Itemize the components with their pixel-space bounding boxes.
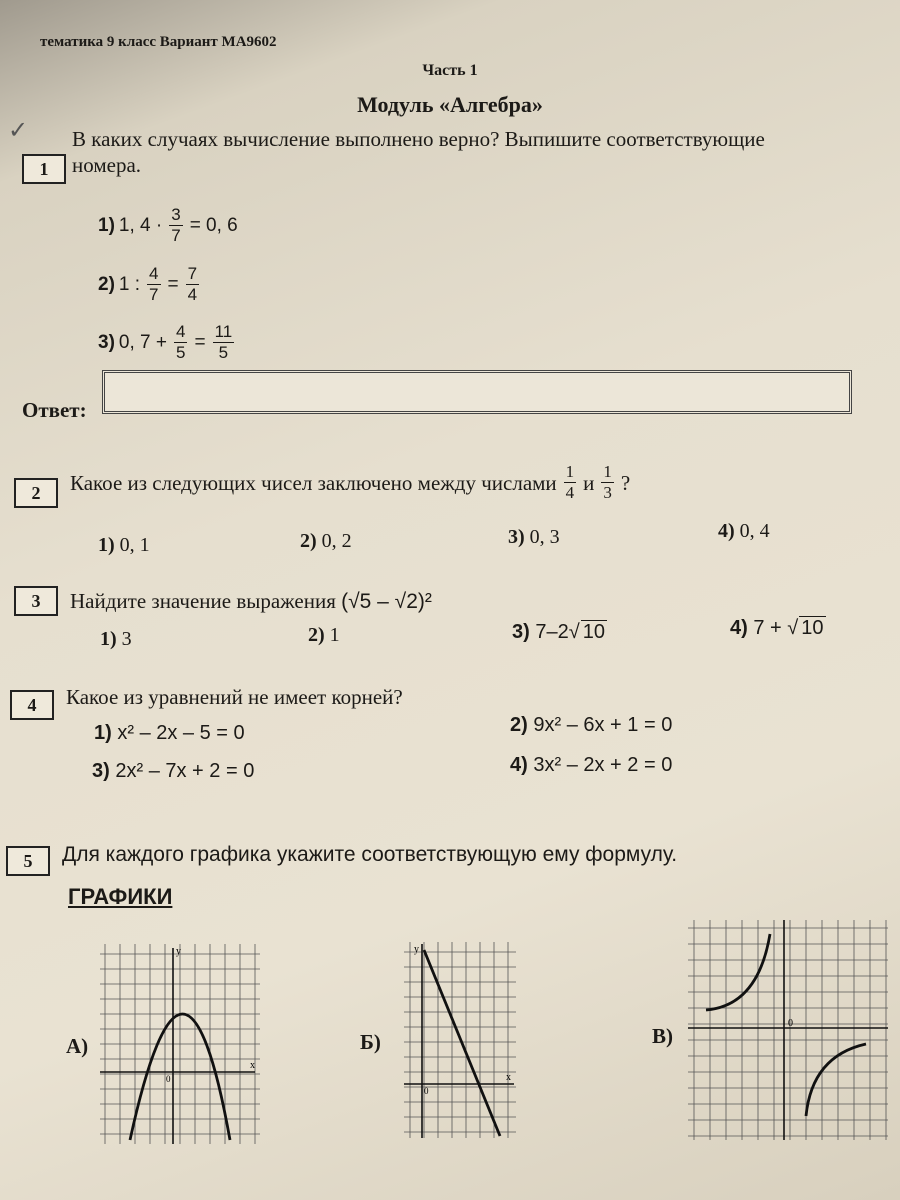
- question-3-number: 3: [14, 586, 58, 616]
- q1-item-1-fraction: $\frac{3}{7}$: [171, 205, 181, 245]
- q1-item-2-eq: =: [167, 273, 179, 295]
- q2-and: и: [583, 470, 595, 495]
- q1-item-2: [98, 264, 202, 305]
- q2-fraction-2: $\frac{1}{3}$: [603, 462, 612, 502]
- question-5-text: Для каждого графика укажите соответствующую ему формулу.: [62, 843, 678, 866]
- q4-option-1: 1) x² – 2x – 5 = 0: [94, 722, 245, 744]
- graph-c-label: В): [652, 1024, 673, 1048]
- answer-field[interactable]: [102, 370, 852, 414]
- q2-fraction-1: $\frac{1}{4}$: [565, 462, 575, 502]
- q4-option-4: 4) 3x² – 2x + 2 = 0: [510, 754, 673, 776]
- question-2-number: 2: [14, 478, 58, 508]
- graph-b-origin: 0: [424, 1086, 429, 1096]
- question-3-text: [70, 588, 432, 615]
- question-2-text: [70, 462, 630, 503]
- q3-expression: (√5 – √2)²: [341, 590, 432, 613]
- question-1-text: [72, 126, 882, 178]
- q3-option-3: 3) 7–2√ 10: [512, 620, 607, 644]
- graph-c: [688, 920, 888, 1140]
- part-title: Часть 1: [422, 62, 478, 79]
- question-3-text-main: Найдите значение выражения: [70, 589, 336, 613]
- q1-item-1: [98, 205, 238, 246]
- graph-b-curve: [424, 950, 500, 1136]
- q1-item-3: [98, 322, 237, 363]
- graph-a-grid: [100, 944, 260, 1144]
- q2-option-1: 1) 0, 1: [98, 534, 150, 556]
- q2-option-2: 2) 0, 2: [300, 530, 352, 552]
- q3-option-1: 1) 3: [100, 628, 132, 650]
- check-mark-icon: ✓: [8, 118, 29, 144]
- graph-b-label: Б): [360, 1030, 381, 1054]
- q1-item-3-pre: 0, 7 +: [118, 331, 167, 353]
- q1-item-1-label: 1): [98, 214, 115, 236]
- graph-a-label: А): [66, 1034, 89, 1058]
- graph-b-y-label: y: [414, 944, 419, 955]
- q3-option-2: 2) 1: [308, 624, 340, 646]
- question-5-number: 5: [6, 846, 50, 876]
- question-1-text-line1: В каких случаях вычисление выполнено верно? Выпишите соответствующие: [72, 127, 765, 151]
- module-title: Модуль «Алгебра»: [357, 92, 543, 117]
- graph-c-grid: [688, 920, 888, 1140]
- q2-option-3: 3) 0, 3: [508, 526, 560, 548]
- question-1-number: 1: [22, 154, 66, 184]
- q4-option-3: 3) 2x² – 7x + 2 = 0: [92, 760, 255, 782]
- graph-c-curve-right: [806, 1044, 866, 1116]
- q1-item-1-post: = 0, 6: [189, 214, 238, 236]
- graph-b-x-label: x: [506, 1072, 511, 1083]
- question-4-number: 4: [10, 690, 54, 720]
- question-2-text-main: Какое из следующих чисел заключено между числами: [70, 470, 557, 495]
- graph-a-y-label: y: [176, 946, 181, 957]
- q1-item-3-eq: =: [194, 331, 206, 353]
- q4-option-2: 2) 9x² – 6x + 1 = 0: [510, 714, 673, 736]
- q2-question-mark: ?: [620, 470, 631, 495]
- q1-item-2-pre: 1 :: [118, 273, 141, 295]
- q1-item-2-label: 2): [98, 273, 115, 295]
- graph-a-origin: 0: [166, 1074, 171, 1084]
- q1-item-3-fraction-right: $\frac{11}{5}$: [214, 322, 233, 362]
- q2-option-4: 4) 0, 4: [718, 520, 770, 542]
- question-1-text-line2: номера.: [72, 153, 142, 177]
- graph-c-curve-left: [706, 934, 770, 1010]
- q1-item-3-label: 3): [98, 331, 115, 353]
- q1-item-2-fraction-left: $\frac{4}{7}$: [149, 264, 159, 304]
- header-variant: тематика 9 класс Вариант МА9602: [40, 34, 277, 50]
- graph-a-x-label: x: [250, 1060, 255, 1071]
- q1-item-2-fraction-right: $\frac{7}{4}$: [187, 264, 198, 304]
- q1-item-1-pre: 1, 4 ·: [118, 214, 163, 236]
- graph-c-origin: 0: [788, 1018, 793, 1029]
- graph-b: [404, 942, 516, 1138]
- answer-label: Ответ:: [22, 398, 87, 422]
- graphs-title: ГРАФИКИ: [68, 884, 173, 909]
- graph-a: [100, 944, 260, 1144]
- question-4-text: Какое из уравнений не имеет корней?: [66, 685, 403, 709]
- q3-option-4: 4) 7 + √ 10: [730, 616, 826, 640]
- q1-item-3-fraction-left: $\frac{4}{5}$: [175, 322, 186, 362]
